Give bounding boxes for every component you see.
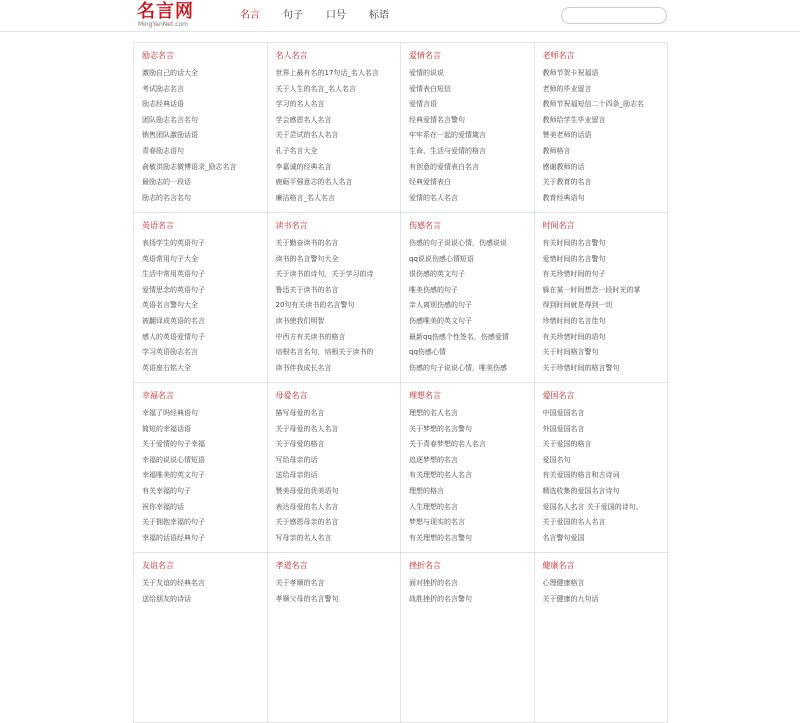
nav-item-2[interactable]: 口号 [326, 10, 346, 21]
quote-link[interactable]: 最励志的一段话 [142, 178, 191, 187]
category-title[interactable]: 孝道名言 [275, 561, 308, 570]
category-box [134, 383, 268, 553]
quote-link[interactable]: 幸福的话语经典句子 [142, 533, 205, 542]
category-box [268, 383, 402, 553]
quote-link[interactable]: 名言警句爱国 [542, 533, 585, 542]
quote-link[interactable]: 爱惜时间的名言警句 [542, 254, 606, 263]
quote-link[interactable]: 有创意的爱情表白名言 [409, 162, 479, 171]
quote-link[interactable]: 爱情的名人名言 [409, 193, 458, 202]
quote-link[interactable]: 学习英语励志名言 [142, 348, 198, 357]
quote-link[interactable]: 感人的英语爱情句子 [142, 332, 205, 341]
quote-link[interactable]: 关于爱国的格言 [542, 440, 592, 449]
quote-link[interactable]: 世界上最有名的17句话_名人名言 [275, 69, 379, 77]
quote-link[interactable]: 面对挫折的名言 [409, 579, 458, 587]
category-title[interactable]: 英语名言 [142, 221, 174, 230]
quote-link[interactable]: 关于青春梦想的名人名言 [409, 440, 486, 449]
quote-link[interactable]: 送给朋友的诗话 [142, 594, 191, 603]
quote-link[interactable]: 销售团队激励话语 [142, 131, 198, 140]
category-title[interactable]: 老师名言 [542, 51, 575, 60]
quote-link[interactable]: 孝顺父母的名言警句 [275, 594, 339, 603]
category-box [134, 553, 268, 723]
quote-link[interactable]: 关于感恩母亲的名言 [275, 518, 339, 527]
quote-link[interactable]: 关于母爱的名人名言 [275, 424, 339, 433]
search-input[interactable] [561, 7, 667, 24]
quote-link[interactable]: 珍惜时间的名言佳句 [542, 316, 606, 325]
quote-link[interactable]: 青春励志语句 [142, 146, 184, 155]
quote-link[interactable]: qq说说伤感心情短语 [409, 254, 474, 263]
quote-link[interactable]: 关于梦想的名言警句 [409, 424, 472, 433]
quote-link[interactable]: 有关时间的名言警句 [542, 239, 606, 247]
quote-link[interactable]: 关于爱情的句子幸福 [142, 440, 205, 449]
category-box [535, 553, 669, 723]
quote-link[interactable]: 关于珍惜时间的格言警句 [542, 363, 620, 372]
quote-link[interactable]: 老师的毕业留言 [542, 84, 592, 93]
category-title[interactable]: 理想名言 [409, 391, 441, 400]
grid-row [134, 43, 668, 213]
quote-link[interactable]: 关于爱国的名人名言 [542, 518, 606, 527]
quote-link[interactable]: 教师节祝福短信二十四条_励志名 [542, 100, 644, 109]
quote-link[interactable]: 幸福了吗经典语句 [142, 409, 198, 417]
quote-link[interactable]: 中国爱国名言 [542, 409, 585, 417]
quote-link[interactable]: 英语名言警句大全 [142, 301, 198, 310]
quote-link[interactable]: 人生理想的名言 [409, 502, 458, 511]
logo-subtext: MingYanNet.com [138, 21, 189, 28]
quote-link[interactable]: 教师节贺卡祝福语 [542, 69, 599, 77]
nav-item-3[interactable]: 标语 [369, 10, 389, 21]
quote-link[interactable]: 祝你幸福的话 [142, 502, 184, 511]
quote-link[interactable]: 表达母爱的名人名言 [275, 502, 339, 511]
quote-link[interactable]: 伤感的句子说说心情，唯美伤感 [409, 363, 507, 372]
quote-link[interactable]: 廉洁格言_名人名言 [275, 193, 335, 202]
quote-link[interactable]: 爱情的说说 [409, 69, 444, 77]
quote-link[interactable]: 写给母亲的话 [275, 455, 318, 464]
quote-link[interactable]: 关于尝试的名人名言 [275, 131, 339, 140]
category-box [401, 553, 535, 723]
quote-link[interactable]: 有关幸福的句子 [142, 486, 191, 495]
category-box [401, 383, 535, 553]
quote-link[interactable]: 幸福唯美的英文句子 [142, 471, 205, 480]
quote-link[interactable]: 关于勤奋读书的名言 [275, 239, 339, 247]
category-title[interactable]: 励志名言 [142, 51, 174, 60]
quote-link[interactable]: 有关珍惜时间的语句 [542, 332, 606, 341]
category-box [134, 213, 268, 383]
quote-link[interactable]: 鹿砺平强意志的名人名言 [275, 178, 353, 187]
nav-item-0[interactable]: 名言 [240, 10, 260, 21]
quote-link[interactable]: 爱国名句 [542, 455, 571, 464]
category-title[interactable]: 爱情名言 [409, 51, 441, 60]
quote-link[interactable]: 读书的名言警句大全 [275, 254, 339, 263]
quote-link[interactable]: 学会感恩名人名言 [275, 115, 332, 124]
quote-link[interactable]: 中西方有关读书的格言 [275, 332, 346, 341]
quote-link[interactable]: 20句有关读书的名言警句 [275, 301, 355, 310]
quote-link[interactable]: 爱国名人名言 关于爱国的诗句、 [542, 502, 643, 511]
grid-row [134, 383, 668, 553]
category-box [535, 43, 669, 213]
category-title[interactable]: 健康名言 [542, 561, 575, 570]
quote-link[interactable]: 外国爱国名言 [542, 424, 585, 433]
quote-link[interactable]: 生命、生活与爱情的格言 [409, 146, 486, 155]
quote-link[interactable]: 理想的名人名言 [409, 409, 458, 417]
grid-row [134, 213, 668, 383]
category-title[interactable]: 友谊名言 [142, 561, 174, 570]
quote-link[interactable]: 培根名言名句，培根关于读书的 [275, 348, 374, 357]
category-box [268, 553, 402, 723]
quote-link[interactable]: 表扬学生的英语句子 [142, 239, 205, 247]
category-title[interactable]: 名人名言 [275, 51, 308, 60]
site-header [0, 0, 800, 32]
main-nav [240, 0, 412, 32]
category-box [268, 213, 402, 383]
category-box [134, 43, 268, 213]
quote-link[interactable]: 送给母亲的话 [275, 471, 318, 480]
quote-link[interactable]: 唯美伤感的句子 [409, 285, 458, 294]
quote-link[interactable]: 战胜挫折的名言警句 [409, 594, 472, 603]
quote-link[interactable]: 团队励志名言名句 [142, 115, 198, 124]
category-grid [133, 42, 668, 723]
nav-item-1[interactable]: 句子 [283, 10, 303, 21]
logo-text: 名言网 [137, 1, 194, 22]
quote-link[interactable]: 英语常用句子大全 [142, 254, 198, 263]
quote-link[interactable]: 描写母爱的名言 [275, 409, 325, 417]
quote-link[interactable]: 经典爱情名言警句 [409, 115, 465, 124]
quote-link[interactable]: 爱情思念的英语句子 [142, 285, 205, 294]
category-title[interactable]: 时间名言 [542, 221, 575, 230]
quote-link[interactable]: 有关爱国的格言和古诗词 [542, 471, 620, 480]
quote-link[interactable]: 关于时间格言警句 [542, 348, 599, 357]
category-box [268, 43, 402, 213]
quote-link[interactable]: 关于教育的名言 [542, 178, 592, 187]
quote-link[interactable]: 精选收集的爱国名言诗句 [542, 486, 620, 495]
category-box [401, 43, 535, 213]
quote-link[interactable]: 牢牢系在一起的爱情箴言 [409, 131, 486, 140]
quote-link[interactable]: 关于母爱的格言 [275, 440, 325, 449]
quote-link[interactable]: 孔子名言大全 [275, 146, 318, 155]
quote-link[interactable]: 读书使我们明智 [275, 316, 325, 325]
quote-link[interactable]: 爱情言语 [409, 100, 437, 109]
category-title[interactable]: 幸福名言 [142, 391, 174, 400]
quote-link[interactable]: 幸福的说说心情短语 [142, 455, 205, 464]
quote-link[interactable]: 关于健康的九句话 [542, 594, 599, 603]
category-title[interactable]: 挫折名言 [409, 561, 441, 570]
quote-link[interactable]: 激励自己的话大全 [142, 69, 198, 77]
quote-link[interactable]: 鲁迅关于读书的名言 [275, 285, 339, 294]
quote-link[interactable]: 梦想与现实的名言 [409, 518, 465, 527]
quote-link[interactable]: 生活中常用英语句子 [142, 270, 205, 279]
quote-link[interactable]: 教育经典语句 [542, 193, 585, 202]
quote-link[interactable]: 有关珍惜时间的句子 [542, 270, 606, 279]
quote-link[interactable]: 感谢教师的话 [542, 162, 585, 171]
quote-link[interactable]: 躲在某一时间想念一段时光的掌 [542, 285, 641, 294]
quote-link[interactable]: 亲人离别伤感的句子 [409, 301, 472, 310]
quote-link[interactable]: qq伤感心情 [409, 348, 446, 357]
quote-link[interactable]: 最新qq伤感个性签名，伤感爱情 [409, 332, 509, 341]
quote-link[interactable]: 追逐梦想的名言 [409, 455, 458, 464]
quote-link[interactable]: 学习的名人名言 [275, 100, 325, 109]
quote-link[interactable]: 俞敏洪励志微博语录_励志名言 [142, 162, 237, 171]
quote-link[interactable]: 很伤感的英文句子 [409, 270, 465, 279]
quote-link[interactable]: 英语座右铭大全 [142, 363, 191, 372]
quote-link[interactable]: 赞美老师的话语 [542, 131, 592, 140]
quote-link[interactable]: 被翻译成英语的名言 [142, 316, 205, 325]
quote-link[interactable]: 关于人生的名言_名人名言 [275, 84, 356, 93]
quote-link[interactable]: 励志的名言名句 [142, 193, 191, 202]
quote-link[interactable]: 赞美母爱的优美语句 [275, 486, 339, 495]
quote-link[interactable]: 简短的幸福话语 [142, 424, 191, 433]
quote-link[interactable]: 关于拥抱幸福的句子 [142, 518, 205, 527]
quote-link[interactable]: 关于孝顺的名言 [275, 579, 325, 587]
quote-link[interactable]: 励志经典话语 [142, 100, 184, 109]
quote-link[interactable]: 伤感的句子说说心情，伤感说说 [409, 239, 507, 247]
quote-link[interactable]: 爱情表白短信 [409, 84, 451, 93]
quote-link[interactable]: 有关理想的名言警句 [409, 533, 472, 542]
quote-link[interactable]: 心理健康格言 [542, 579, 585, 587]
quote-link[interactable]: 得到时间就是得到一切 [542, 301, 613, 310]
category-title[interactable]: 爱国名言 [542, 391, 575, 400]
quote-link[interactable]: 教师格言 [542, 146, 571, 155]
quote-link[interactable]: 伤感唯美的英文句子 [409, 316, 472, 325]
quote-link[interactable]: 关于读书的诗句，关于学习的诗 [275, 270, 374, 279]
quote-link[interactable]: 写母亲的名人名言 [275, 533, 332, 542]
category-title[interactable]: 读书名言 [275, 221, 308, 230]
quote-link[interactable]: 经典爱情表白 [409, 178, 451, 187]
site-logo[interactable] [137, 2, 199, 30]
quote-link[interactable]: 理想的格言 [409, 486, 444, 495]
quote-link[interactable]: 关于友谊的经典名言 [142, 579, 205, 587]
category-title[interactable]: 母爱名言 [275, 391, 308, 400]
quote-link[interactable]: 读书伴我成长名言 [275, 363, 332, 372]
category-box [401, 213, 535, 383]
quote-link[interactable]: 教师给学生毕业留言 [542, 115, 606, 124]
quote-link[interactable]: 有关理想的名人名言 [409, 471, 472, 480]
category-box [535, 213, 669, 383]
category-box [535, 383, 669, 553]
quote-link[interactable]: 考试励志名言 [142, 84, 184, 93]
grid-row [134, 553, 668, 723]
quote-link[interactable]: 李嘉诚的经典名言 [275, 162, 332, 171]
category-title[interactable]: 伤感名言 [409, 221, 441, 230]
